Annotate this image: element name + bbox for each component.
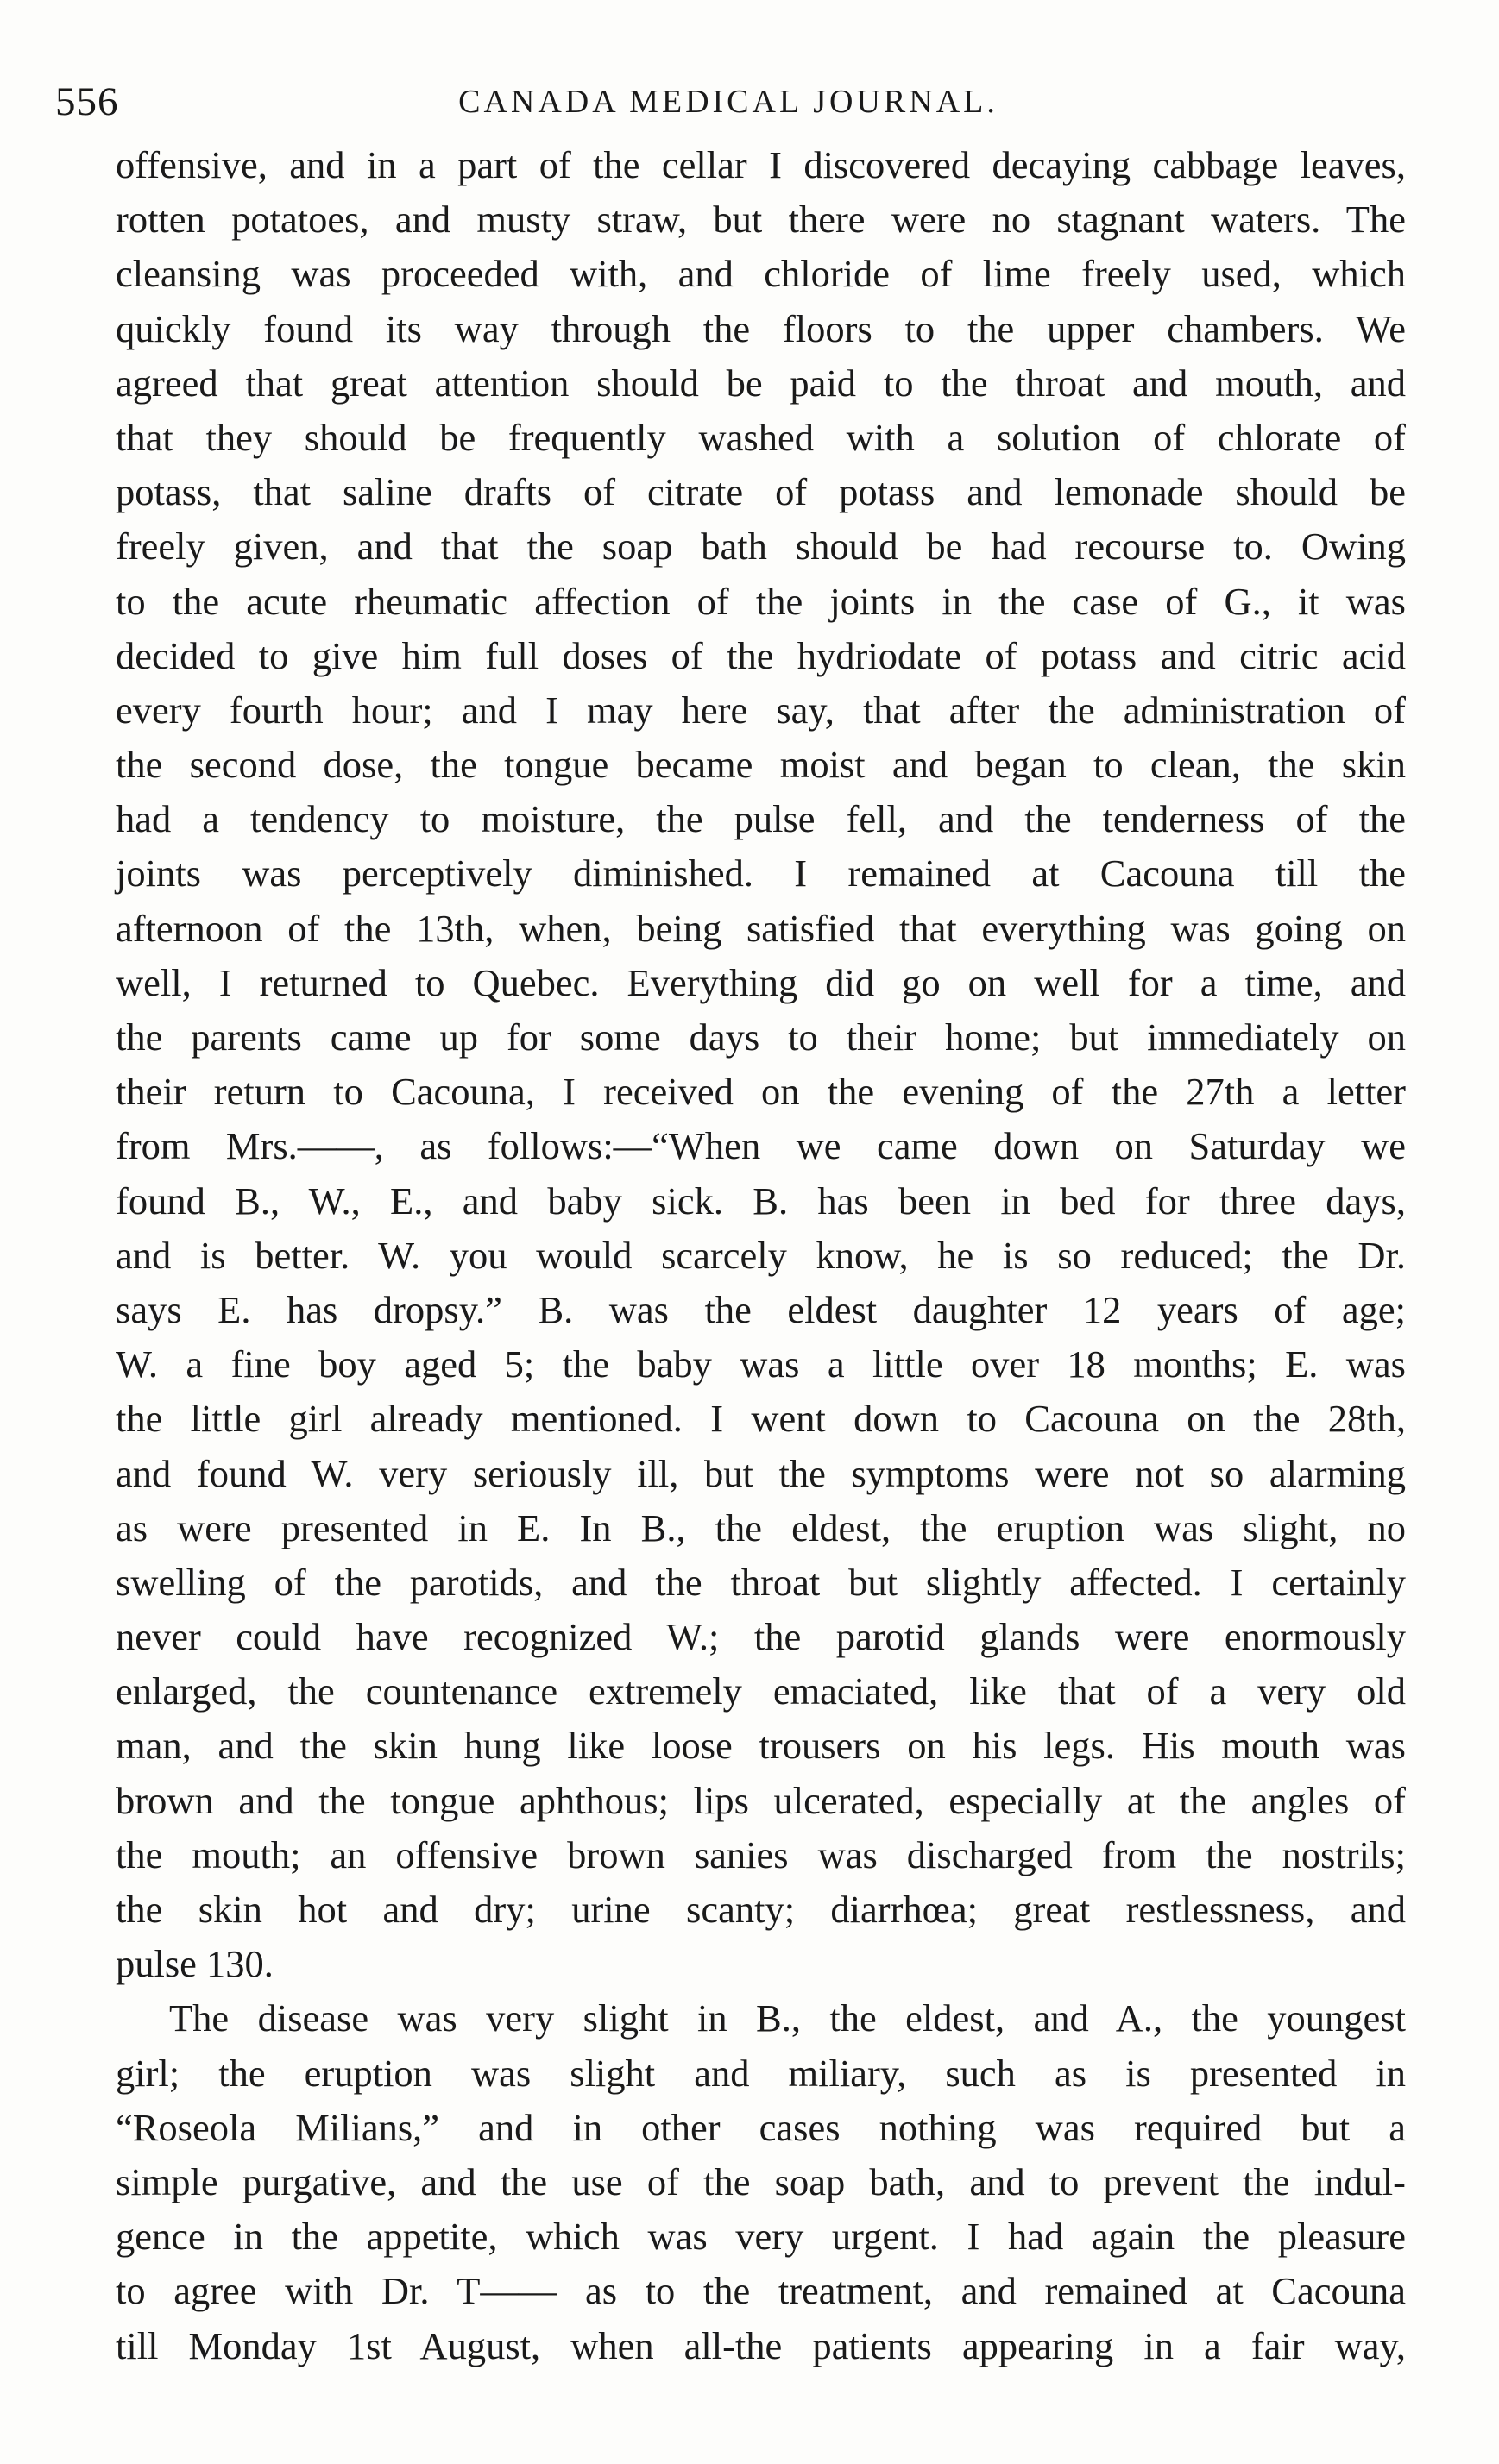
text-line: their return to Cacouna, I received on the evening of the 27th a letter <box>116 1070 1406 1114</box>
text-line: simple purgative, and the use of the soap bath, and to prevent the indul- <box>116 2159 1406 2203</box>
text-line: from Mrs.——, as follows:—“When we came down on Saturday we <box>116 1124 1406 1168</box>
text-line: agreed that great attention should be paid to the throat and mouth, and <box>116 361 1406 405</box>
text-line: cleansing was proceeded with, and chloride of lime freely used, which <box>116 252 1406 296</box>
text-line: brown and the tongue aphthous; lips ulcerated, especially at the angles of <box>116 1778 1406 1822</box>
text-line-paragraph-end: pulse 130. <box>116 1942 274 1986</box>
text-line: “Roseola Milians,” and in other cases nothing was required but a <box>116 2105 1406 2149</box>
text-line: swelling of the parotids, and the throat but slightly affected. I certainly <box>116 1560 1406 1604</box>
text-line: every fourth hour; and I may here say, that after the administration of <box>116 688 1406 732</box>
text-line: well, I returned to Quebec. Everything did go on well for a time, and <box>116 960 1406 1004</box>
running-head: CANADA MEDICAL JOURNAL. <box>458 84 998 120</box>
text-line: the second dose, the tongue became moist and began to clean, the skin <box>116 743 1406 787</box>
text-line: potass, that saline drafts of citrate of potass and lemonade should be <box>116 470 1406 514</box>
text-line: and found W. very seriously ill, but the symptoms were not so alarming <box>116 1451 1406 1495</box>
text-line: gence in the appetite, which was very urgent. I had again the pleasure <box>116 2215 1406 2259</box>
text-line: joints was perceptively diminished. I remained at Cacouna till the <box>116 852 1406 896</box>
text-line: and is better. W. you would scarcely know, he is so reduced; the Dr. <box>116 1233 1406 1277</box>
text-line: had a tendency to moisture, the pulse fell, and the tenderness of the <box>116 797 1406 841</box>
text-line: to the acute rheumatic affection of the joints in the case of G., it was <box>116 579 1406 623</box>
text-line-paragraph-start: The disease was very slight in B., the eldest, and A., the youngest <box>169 1996 1406 2040</box>
text-line: as were presented in E. In B., the eldest, the eruption was slight, no <box>116 1505 1406 1549</box>
text-line: the mouth; an offensive brown sanies was discharged from the nostrils; <box>116 1832 1406 1876</box>
text-line: girl; the eruption was slight and miliary, such as is presented in <box>116 2051 1406 2095</box>
text-line: to agree with Dr. T—— as to the treatment, and remained at Cacouna <box>116 2269 1406 2313</box>
text-line: enlarged, the countenance extremely emaciated, like that of a very old <box>116 1669 1406 1713</box>
text-line: man, and the skin hung like loose trousers on his legs. His mouth was <box>116 1724 1406 1768</box>
text-line: quickly found its way through the floors to the upper chambers. We <box>116 306 1406 350</box>
text-line: afternoon of the 13th, when, being satisfied that everything was going on <box>116 906 1406 950</box>
page-number: 556 <box>55 79 119 124</box>
text-line: the little girl already mentioned. I went down to Cacouna on the 28th, <box>116 1397 1406 1441</box>
text-line: rotten potatoes, and musty straw, but there were no stagnant waters. The <box>116 198 1406 242</box>
text-line: W. a fine boy aged 5; the baby was a little over 18 months; E. was <box>116 1342 1406 1386</box>
text-line: the parents came up for some days to their home; but immediately on <box>116 1015 1406 1059</box>
body-text <box>116 138 1406 2373</box>
text-line: decided to give him full doses of the hydriodate of potass and citric acid <box>116 633 1406 677</box>
text-line: freely given, and that the soap bath should be had recourse to. Owing <box>116 525 1406 569</box>
text-line: found B., W., E., and baby sick. B. has been in bed for three days, <box>116 1179 1406 1223</box>
text-line: the skin hot and dry; urine scanty; diarrhœa; great restlessness, and <box>116 1888 1406 1931</box>
text-line: that they should be frequently washed with a solution of chlorate of <box>116 415 1406 459</box>
text-line: offensive, and in a part of the cellar I discovered decaying cabbage leaves, <box>116 143 1406 186</box>
text-line: says E. has dropsy.” B. was the eldest daughter 12 years of age; <box>116 1287 1406 1331</box>
text-line: till Monday 1st August, when all-the patients appearing in a fair way, <box>116 2323 1406 2367</box>
text-line: never could have recognized W.; the parotid glands were enormously <box>116 1615 1406 1659</box>
page-header <box>55 76 1401 128</box>
